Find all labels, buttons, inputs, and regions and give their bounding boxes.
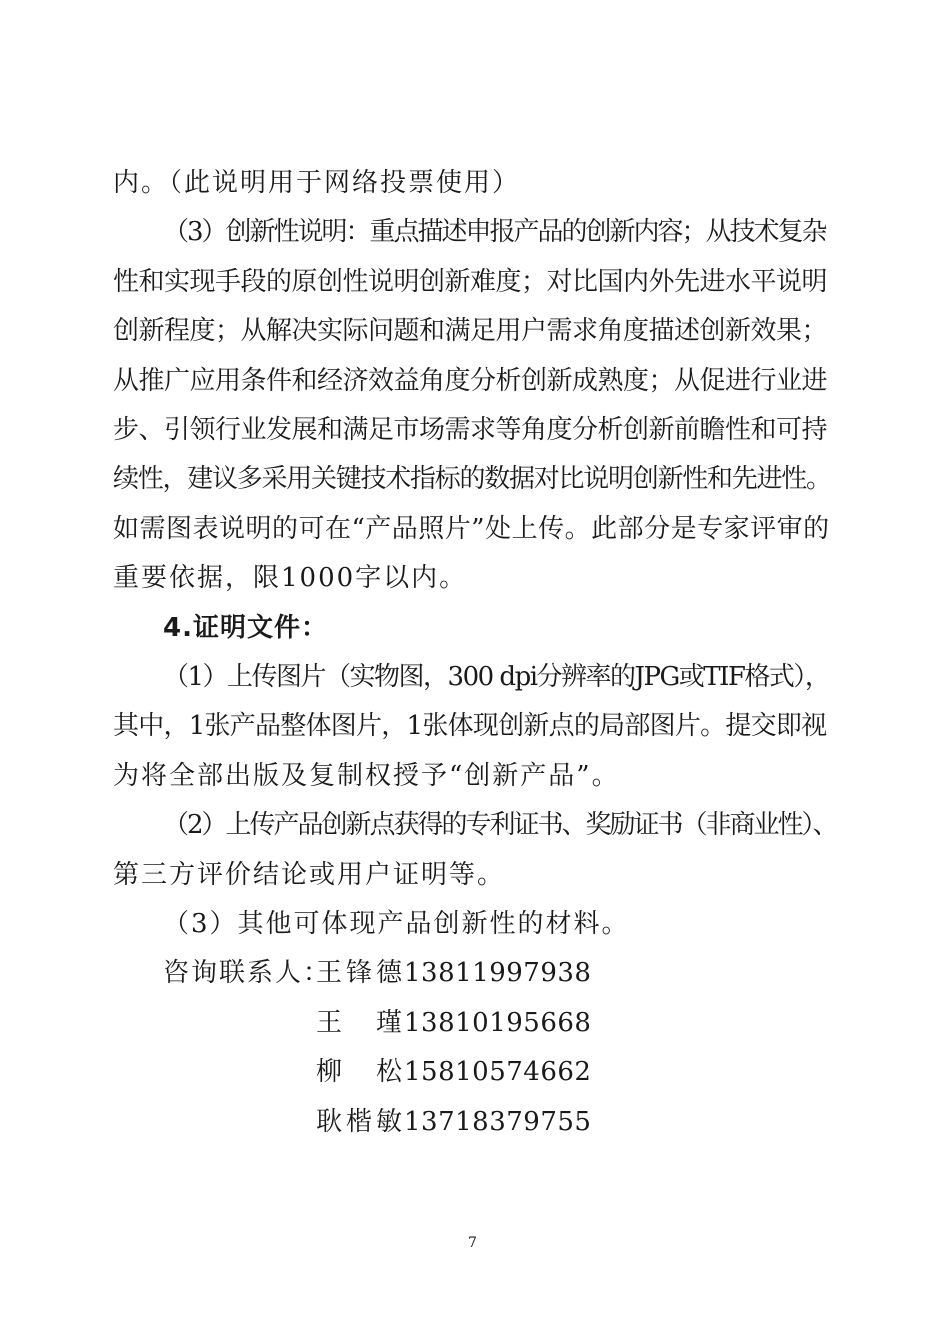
contact-name: 柳 松 xyxy=(316,1057,407,1087)
paragraph-line: 为将全部出版及复制权授予“创新产品”。 xyxy=(113,761,620,791)
paragraph-line: 重要依据，限1000字以内。 xyxy=(113,563,468,593)
paragraph-line: 如需图表说明的可在“产品照片”处上传。此部分是专家评审的 xyxy=(113,514,830,544)
contact-name: 耿楷敏 xyxy=(316,1107,407,1137)
paragraph-line: 创新程度；从解决实际问题和满足用户需求角度描述创新效果； xyxy=(113,316,828,346)
section-heading: 4.证明文件： xyxy=(163,613,328,643)
contact-phone: 13810195668 xyxy=(404,1008,592,1038)
paragraph-line: 续性，建议多采用关键技术指标的数据对比说明创新性和先进性。 xyxy=(113,464,831,494)
paragraph-line: （3）其他可体现产品创新性的材料。 xyxy=(163,909,630,939)
paragraph-line: 从推广应用条件和经济效益角度分析创新成熟度；从促进行业进 xyxy=(113,366,828,396)
paragraph-line: 步、引领行业发展和满足市场需求等角度分析创新前瞻性和可持 xyxy=(113,415,828,445)
paragraph-line: 性和实现手段的原创性说明创新难度；对比国内外先进水平说明 xyxy=(113,267,828,297)
paragraph-line: 内。（此说明用于网络投票使用） xyxy=(113,168,521,198)
contact-phone: 13718379755 xyxy=(404,1107,592,1137)
contacts-label: 咨询联系人： xyxy=(163,958,332,988)
contact-name: 王 瑾 xyxy=(316,1008,407,1038)
contact-name: 王锋德 xyxy=(316,958,407,988)
paragraph-line: 其中，1张产品整体图片，1张体现创新点的局部图片。提交即视 xyxy=(113,711,827,741)
paragraph-line: （2）上传产品创新点获得的专利证书、奖励证书（非商业性）、 xyxy=(163,810,837,840)
contact-phone: 15810574662 xyxy=(404,1057,592,1087)
page-number: 7 xyxy=(468,1235,477,1251)
paragraph-line: （3）创新性说明：重点描述申报产品的创新内容；从技术复杂 xyxy=(163,217,826,247)
paragraph-line: 第三方评价结论或用户证明等。 xyxy=(113,860,506,890)
paragraph-line: （1）上传图片（实物图，300 dpi分辨率的JPG或TIF格式）， xyxy=(163,662,830,692)
contact-phone: 13811997938 xyxy=(404,958,592,988)
